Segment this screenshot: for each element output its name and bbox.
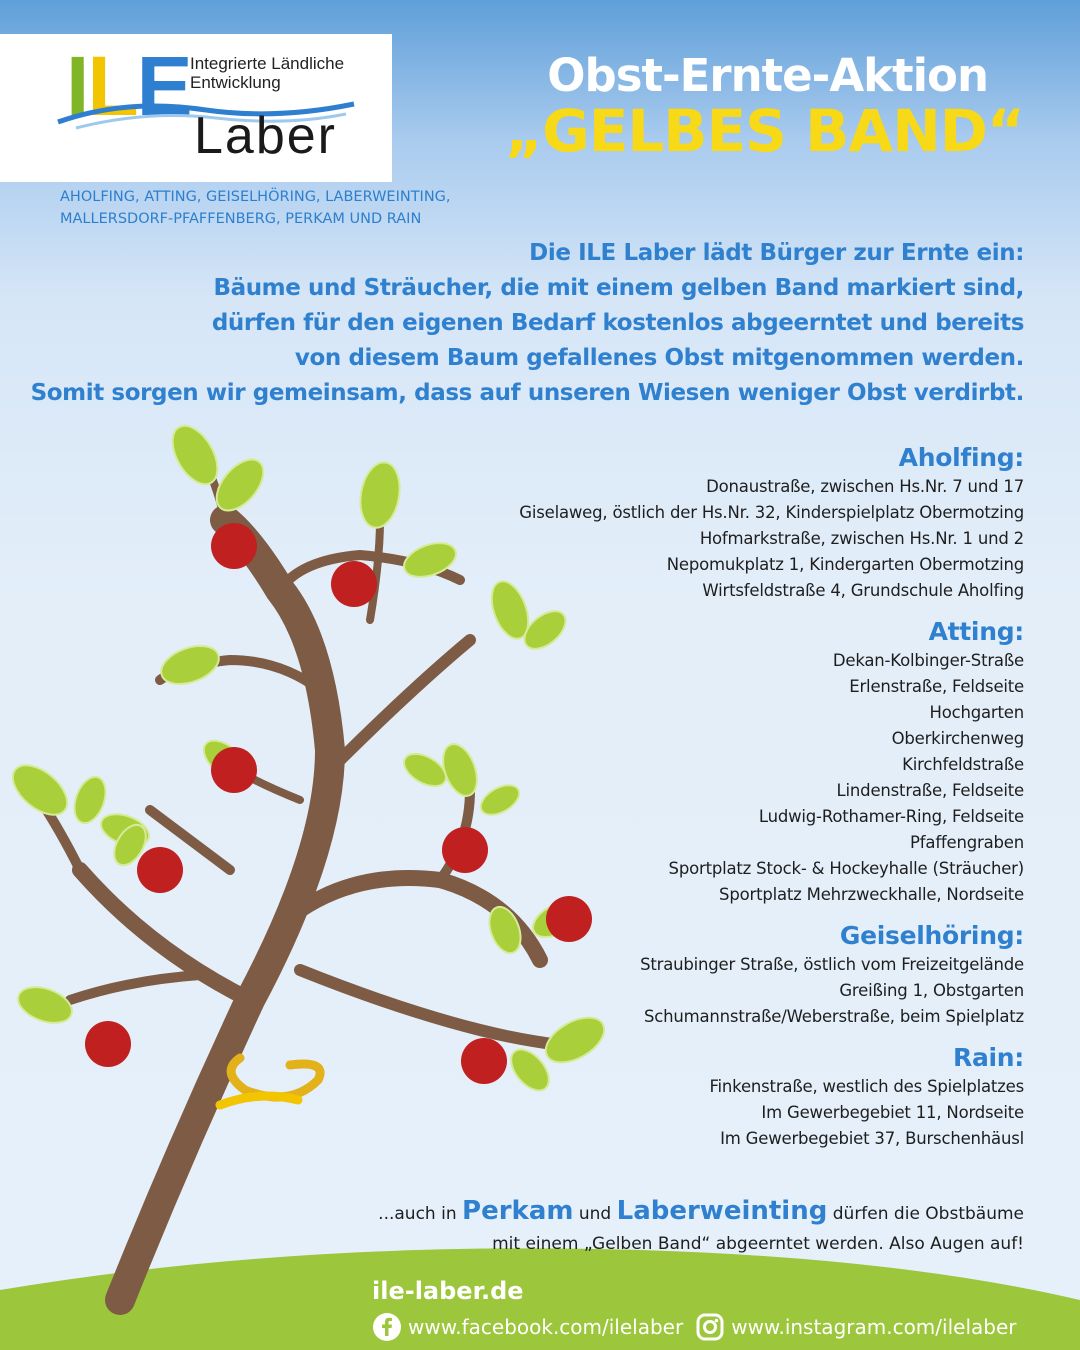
logo-letter-l: L <box>87 39 137 133</box>
address-item: Kirchfeldstraße <box>902 755 1024 774</box>
address-item: Ludwig-Rothamer-Ring, Feldseite <box>758 807 1024 826</box>
logo-letter-i: I <box>66 39 88 133</box>
intro-line: Bäume und Sträucher, die mit einem gelben Band markiert sind, <box>213 275 1024 301</box>
address-item: Sportplatz Stock- & Hockeyhalle (Sträucher) <box>668 859 1024 878</box>
town-section-geiselhoering <box>464 920 1024 1030</box>
intro-line: Die ILE Laber lädt Bürger zur Ernte ein: <box>529 240 1024 266</box>
closing-text: und <box>573 1204 617 1224</box>
address-item: Erlenstraße, Feldseite <box>849 677 1024 696</box>
town-heading: Atting: <box>928 617 1024 646</box>
instagram-link[interactable]: www.instagram.com/ilelaber <box>731 1315 1017 1339</box>
location-list <box>464 442 1024 1152</box>
logo-subtitle-line2: Entwicklung <box>190 73 281 92</box>
website-link[interactable]: ile-laber.de <box>372 1277 524 1305</box>
intro-text <box>14 236 1024 411</box>
town-heading: Aholfing: <box>898 443 1024 472</box>
address-item: Dekan-Kolbinger-Straße <box>832 651 1024 670</box>
address-item: Greißing 1, Obstgarten <box>839 981 1024 1000</box>
address-item: Hofmarkstraße, zwischen Hs.Nr. 1 und 2 <box>699 529 1024 548</box>
logo-subtitle <box>190 54 344 92</box>
address-item: Im Gewerbegebiet 11, Nordseite <box>761 1103 1024 1122</box>
social-links <box>372 1312 1016 1342</box>
closing-text: ...auch in <box>378 1204 463 1224</box>
closing-line2: mit einem „Gelben Band“ abgeerntet werden. Also Augen auf! <box>492 1234 1024 1254</box>
address-item: Oberkirchenweg <box>891 729 1024 748</box>
facebook-icon[interactable] <box>372 1312 402 1342</box>
address-item: Donaustraße, zwischen Hs.Nr. 7 und 17 <box>706 477 1024 496</box>
address-item: Finkenstraße, westlich des Spielplatzes <box>709 1077 1024 1096</box>
address-item: Sportplatz Mehrzweckhalle, Nordseite <box>719 885 1024 904</box>
page-subtitle: „GELBES BAND“ <box>505 97 1024 165</box>
intro-line: dürfen für den eigenen Bedarf kostenlos abgeerntet und bereits <box>211 310 1024 336</box>
address-item: Schumannstraße/Weberstraße, beim Spielplatz <box>643 1007 1024 1026</box>
closing-text: dürfen die Obstbäume <box>827 1204 1024 1224</box>
closing-note <box>378 1196 1024 1259</box>
address-item: Lindenstraße, Feldseite <box>836 781 1024 800</box>
town-section-rain <box>464 1042 1024 1152</box>
address-item: Straubinger Straße, östlich vom Freizeitgelände <box>640 955 1024 974</box>
closing-town-perkam: Perkam <box>462 1196 574 1226</box>
intro-line: von diesem Baum gefallenes Obst mitgenommen werden. <box>294 345 1024 371</box>
closing-line1 <box>378 1196 1024 1229</box>
instagram-icon[interactable] <box>695 1312 725 1342</box>
town-heading: Geiselhöring: <box>839 921 1024 950</box>
logo-letter-e: E <box>136 39 191 133</box>
facebook-link[interactable]: www.facebook.com/ilelaber <box>408 1315 684 1339</box>
town-section-aholfing <box>464 442 1024 604</box>
page-title: Obst-Ernte-Aktion <box>547 49 988 102</box>
communes-list: AHOLFING, ATTING, GEISELHÖRING, LABERWEINTING, MALLERSDORF-PFAFFENBERG, PERKAM UND RAIN <box>60 189 451 227</box>
town-heading: Rain: <box>953 1043 1024 1072</box>
address-item: Giselaweg, östlich der Hs.Nr. 32, Kinderspielplatz Obermotzing <box>519 503 1024 522</box>
address-item: Im Gewerbegebiet 37, Burschenhäusl <box>720 1129 1024 1148</box>
town-section-atting <box>464 616 1024 908</box>
logo-subtitle-line1: Integrierte Ländliche <box>190 54 345 73</box>
address-item: Pfaffengraben <box>910 833 1024 852</box>
intro-line: Somit sorgen wir gemeinsam, dass auf unseren Wiesen weniger Obst verdirbt. <box>30 380 1024 406</box>
address-item: Nepomukplatz 1, Kindergarten Obermotzing <box>666 555 1024 574</box>
address-item: Wirtsfeldstraße 4, Grundschule Aholfing <box>702 581 1024 600</box>
address-item: Hochgarten <box>929 703 1024 722</box>
closing-town-laberweinting: Laberweinting <box>616 1196 828 1226</box>
logo-name: Laber <box>194 107 337 165</box>
